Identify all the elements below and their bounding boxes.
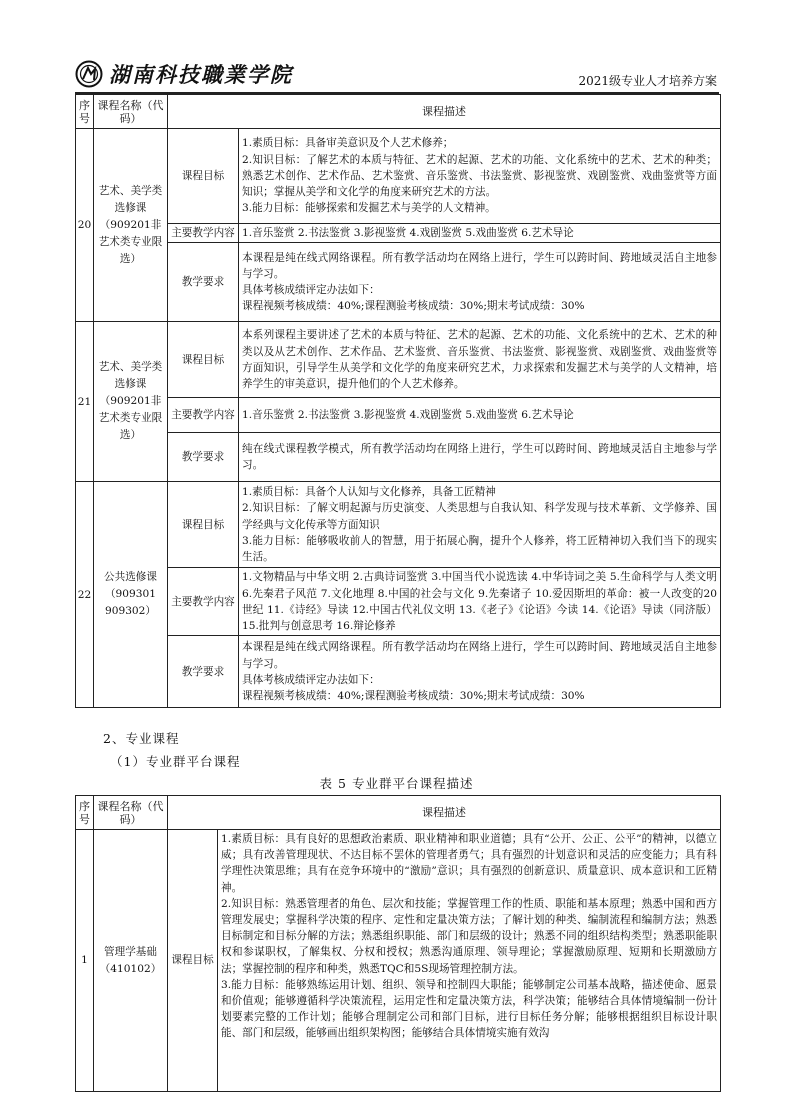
label-req: 教学要求 [168,243,239,322]
course-content: 1.音乐鉴赏 2.书法鉴赏 3.影视鉴赏 4.戏剧鉴赏 5.戏曲鉴赏 6.艺术导论 [239,224,721,243]
label-goal: 课程目标 [168,830,218,1092]
course-no: 20 [76,129,94,322]
table-row [76,482,721,568]
course-content: 1.音乐鉴赏 2.书法鉴赏 3.影视鉴赏 4.戏剧鉴赏 5.戏曲鉴赏 6.艺术导论 [239,398,721,433]
school-name-calligraphy: 湖南科技職業学院 [109,62,293,87]
table-row [76,224,721,243]
school-logo-icon [75,60,103,88]
label-goal: 课程目标 [168,482,239,568]
req-line: 本课程是纯在线式网络课程。所有教学活动均在网络上进行，学生可以跨时间、跨地域灵活自主地参与学习。 [242,251,717,280]
header-no: 序号 [76,95,94,129]
table-row [76,129,721,224]
course-no: 22 [76,482,94,708]
label-content: 主要教学内容 [168,224,239,243]
header-name: 课程名称（代码） [94,796,168,830]
course-name: 艺术、美学类选修课（909201非艺术类专业限选） [94,322,168,482]
table-header-row [76,95,721,129]
course-goal [239,482,721,568]
label-req: 教学要求 [168,636,239,708]
req-line: 具体考核成绩评定办法如下： [242,284,380,297]
req-line: 课程视频考核成绩：40%;课程测验考核成绩：30%;期末考试成绩：30% [242,300,585,313]
course-table-platform [75,795,721,1092]
goal-line: 3.能力目标：能够探索和发掘艺术与美学的人文精神。 [242,202,496,215]
header-name: 课程名称（代码） [94,95,168,129]
table-row [76,636,721,708]
label-content: 主要教学内容 [168,568,239,636]
course-name: 公共选修课（909301 909302） [94,482,168,708]
course-name: 艺术、美学类选修课（909201非艺术类专业限选） [94,129,168,322]
goal-line: 1.素质目标：具有良好的思想政治素质、职业精神和职业道德；具有“公开、公正、公平”的精神，以德立威；具有改善管理现状、不达目标不罢休的管理者勇气；具有强烈的计划意识和灵活的应变能力；具有科学理性决策思维；具有在竞争环境中的“激励”意识；具有强烈的创新意识、质量意识、成本意识和工匠精神。 [221,833,717,894]
course-goal [239,322,721,398]
label-goal: 课程目标 [168,129,239,224]
table-row [76,398,721,433]
course-content: 1.文物精品与中华文明 2.古典诗词鉴赏 3.中国当代小说选读 4.中华诗词之美 5.生命科学与人类文明 6.先秦君子风范 7.文化地理 8.中国的社会与文化 9.先秦诸子 10.爱因斯坦的革命：被一人改变的20世纪 11.《诗经》导读 12.中国古代礼仪文明 13.《老子》《论语》今读 14.《论语》导读（同济版）15.批判与创意思考 16.辩论修养 [239,568,721,636]
section-heading: 2、专业课程 [103,731,180,746]
goal-line: 3.能力目标：能够吸收前人的智慧，用于拓展心胸，提升个人修养，将工匠精神切入我们当下的现实生活。 [242,534,717,563]
table-caption: 表 5 专业群平台课程描述 [319,776,474,791]
goal-line: 2.知识目标：了解艺术的本质与特征、艺术的起源、艺术的功能、文化系统中的艺术、艺术的种类；熟悉艺术创作、艺术作品、艺术鉴赏、音乐鉴赏、书法鉴赏、影视鉴赏、戏剧鉴赏、戏曲鉴赏等方面知识；掌握从美学和文化学的角度来研究艺术的方法。 [242,153,717,199]
req-line: 本课程是纯在线式网络课程。所有教学活动均在网络上进行，学生可以跨时间、跨地域灵活自主地参与学习。 [242,641,717,670]
course-goal [218,830,721,1092]
course-req [239,243,721,322]
table-header-row [76,796,721,830]
req-line: 纯在线式课程教学模式，所有教学活动均在网络上进行，学生可以跨时间、跨地域灵活自主地参与学习。 [242,443,717,472]
course-name: 管理学基础（410102） [94,830,168,1092]
label-content: 主要教学内容 [168,398,239,433]
goal-line: 2.知识目标：了解文明起源与历史演变、人类思想与自我认知、科学发现与技术革新、文学修养、国学经典与文化传承等方面知识 [242,502,717,531]
goal-line: 1.素质目标：具备个人认知与文化修养，具备工匠精神 [242,486,496,499]
course-goal [239,129,721,224]
label-goal: 课程目标 [168,322,239,398]
document-title: 2021级专业人才培养方案 [578,74,717,88]
goal-line: 1.素质目标：具备审美意识及个人艺术修养； [242,137,454,150]
course-req [239,433,721,482]
req-line: 课程视频考核成绩：40%;课程测验考核成绩：30%;期末考试成绩：30% [242,689,585,702]
table-row [76,433,721,482]
course-no: 21 [76,322,94,482]
course-req [239,636,721,708]
header-desc: 课程描述 [168,796,721,830]
page-header [75,58,719,94]
label-req: 教学要求 [168,433,239,482]
goal-line: 3.能力目标：能够熟练运用计划、组织、领导和控制四大职能；能够制定公司基本战略，描述使命、愿景和价值观；能够遵循科学决策流程，运用定性和定量决策方法，科学决策；能够结合具体情境编制一份计划要素完整的工作计划；能够合理制定公司和部门目标，进行目标任务分解；能够根据组织目标设计职能、部门和层级，能够画出组织架构图；能够结合具体情境实施有效沟 [221,978,717,1040]
course-table-general [75,94,721,708]
header-desc: 课程描述 [168,95,721,129]
table-row [76,243,721,322]
table-row [76,830,721,1092]
table-row [76,322,721,398]
table-row [76,568,721,636]
header-no: 序号 [76,796,94,830]
goal-line: 本系列课程主要讲述了艺术的本质与特征、艺术的起源、艺术的功能、文化系统中的艺术、艺术的种类以及从艺术创作、艺术作品、艺术鉴赏、音乐鉴赏、书法鉴赏、影视鉴赏、戏剧鉴赏、戏曲鉴赏等方面知识，引导学生从美学和文化学的角度来研究艺术，力求探索和发掘艺术与美学的人文精神，培养学生的审美意识，提升他们的个人艺术修养。 [242,329,717,390]
course-no: 1 [76,830,94,1092]
req-line: 具体考核成绩评定办法如下： [242,673,380,686]
subsection-heading: （1）专业群平台课程 [110,754,241,769]
goal-line: 2.知识目标：熟悉管理者的角色、层次和技能；掌握管理工作的性质、职能和基本原理；熟悉中国和西方管理发展史；掌握科学决策的程序、定性和定量决策方法；了解计划的种类、编制流程和编制方法；熟悉目标制定和目标分解的方法；熟悉组织职能、部门和层级的设计；熟悉不同的组织结构类型；熟悉职能职权和参谋职权，了解集权、分权和授权；熟悉沟通原理、领导理论；掌握激励原理、短期和长期激励方法；掌握控制的程序和种类，熟悉TQC和5S现场管理控制方法。 [221,897,717,975]
